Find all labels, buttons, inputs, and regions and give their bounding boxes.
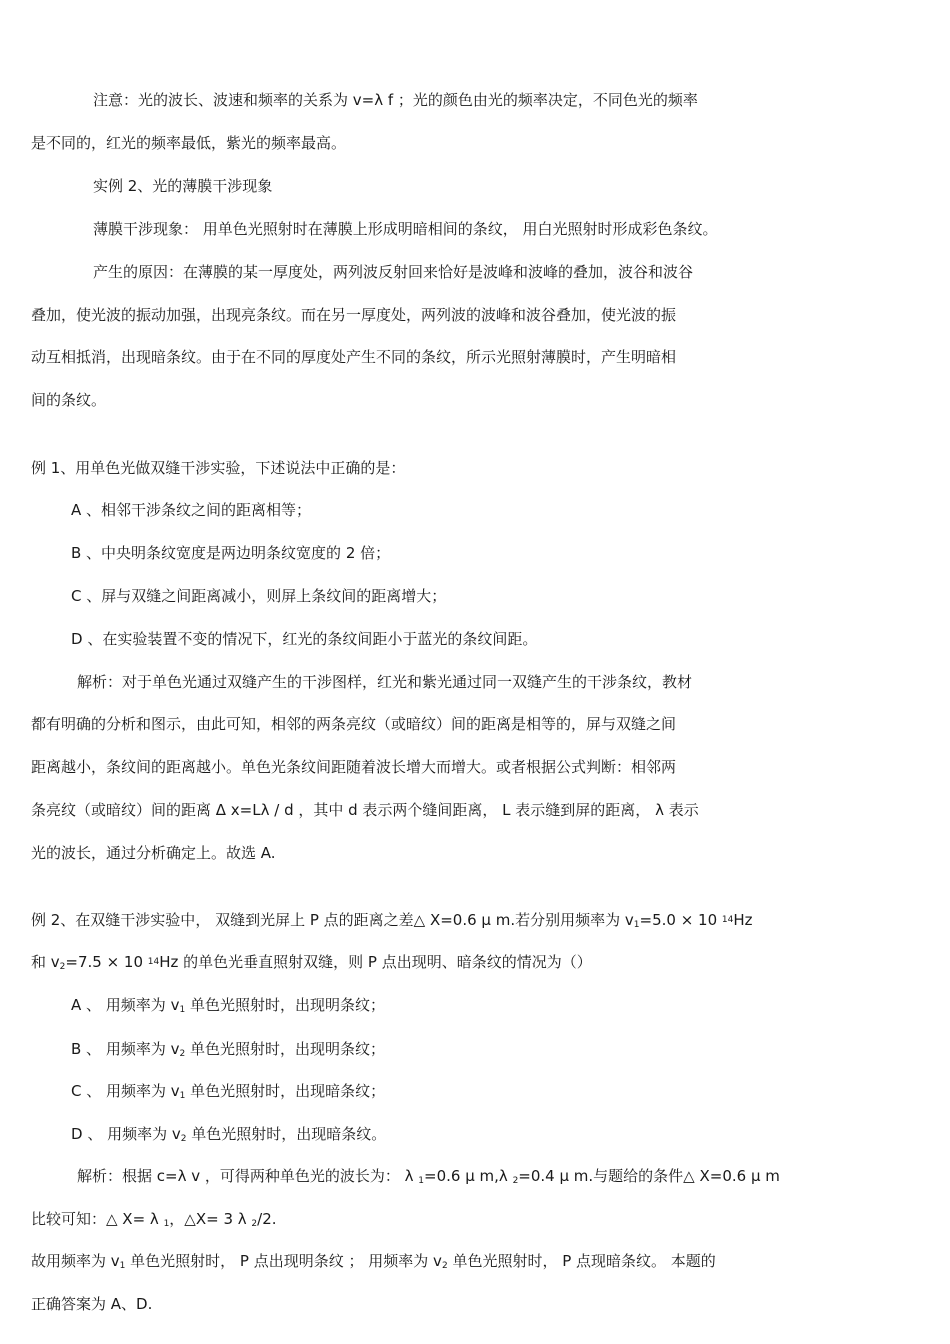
text-segment: 单色光照射时， P 点出现明条纹 ； 用频率为 v: [125, 1252, 442, 1270]
intro-note-line-1: 注意：光的波长、波速和频率的关系为 v=λ f ；光的颜色由光的频率决定，不同色光的频率: [93, 91, 698, 109]
superscript: 14: [721, 915, 734, 925]
example2-option-d: [71, 1124, 386, 1147]
example1-analysis-line-5: 光的波长，通过分析确定上。故选 A.: [31, 844, 276, 862]
text-segment: Hz: [733, 911, 753, 929]
film-definition: 薄膜干涉现象： 用单色光照射时在薄膜上形成明暗相间的条纹， 用白光照射时形成彩色条纹。: [93, 220, 718, 238]
cause-line-4: 间的条纹。: [31, 391, 107, 409]
example1-question: 例 1、用单色光做双缝干涉实验，下述说法中正确的是：: [31, 459, 406, 477]
cause-line-3: 动互相抵消，出现暗条纹。由于在不同的厚度处产生不同的条纹，所示光照射薄膜时，产生明暗相: [31, 348, 677, 366]
example1-analysis-line-4: 条亮纹（或暗纹）间的距离 Δ x=Lλ / d ，其中 d 表示两个缝间距离， L 表示缝到屏的距离， λ 表示: [31, 801, 699, 819]
text-segment: 单色光照射时，出现暗条纹。: [186, 1125, 387, 1143]
subscript: 2: [251, 1219, 258, 1229]
cause-line-2: 叠加，使光波的振动加强，出现亮条纹。而在另一厚度处，两列波的波峰和波谷叠加，使光波的振: [31, 306, 677, 324]
text-segment: A 、 用频率为 v: [71, 996, 180, 1014]
cause-line-1: 产生的原因：在薄膜的某一厚度处，两列波反射回来恰好是波峰和波峰的叠加，波谷和波谷: [93, 263, 694, 281]
subscript: 1: [179, 1091, 186, 1101]
subscript: 1: [163, 1219, 170, 1229]
example1-option-a: A 、相邻干涉条纹之间的距离相等；: [71, 501, 312, 519]
text-segment: 故用频率为 v: [31, 1252, 120, 1270]
text-segment: Hz 的单色光垂直照射双缝，则 P 点出现明、暗条纹的情况为（）: [159, 953, 592, 971]
text-segment: 例 2、在双缝干涉实验中， 双缝到光屏上 P 点的距离之差△ X=0.6 μ m.若分别用频率为 v: [31, 911, 634, 929]
example1-option-d: D 、在实验装置不变的情况下，红光的条纹间距小于蓝光的条纹间距。: [71, 630, 538, 648]
text-segment: 单色光照射时， P 点现暗条纹。 本题的: [447, 1252, 716, 1270]
text-segment: 解析：根据 c=λ v ，可得两种单色光的波长为： λ: [77, 1167, 419, 1185]
subscript: 2: [179, 1049, 186, 1059]
subscript: 2: [441, 1261, 448, 1271]
text-segment: 单色光照射时，出现明条纹；: [185, 996, 385, 1014]
text-segment: C 、 用频率为 v: [71, 1082, 180, 1100]
subscript: 2: [59, 962, 66, 972]
example2-option-b: [71, 1039, 385, 1062]
subscript: 1: [633, 920, 640, 930]
subscript: 1: [418, 1176, 425, 1186]
subscript: 2: [180, 1134, 187, 1144]
subscript: 1: [119, 1261, 126, 1271]
text-segment: =0.4 μ m.与题给的条件△ X=0.6 μ m: [518, 1167, 780, 1185]
text-segment: =7.5 × 10: [65, 953, 148, 971]
example2-analysis-line-1: [77, 1166, 780, 1189]
example2-option-a: [71, 995, 385, 1018]
example2-answer: 正确答案为 A、D.: [31, 1295, 153, 1313]
example1-analysis-line-2: 都有明确的分析和图示，由此可知，相邻的两条亮纹（或暗纹）间的距离是相等的，屏与双缝之间: [31, 715, 677, 733]
text-segment: 单色光照射时，出现暗条纹；: [185, 1082, 386, 1100]
example2-question-line-2: [31, 952, 592, 975]
example1-option-b: B 、中央明条纹宽度是两边明条纹宽度的 2 倍；: [71, 544, 391, 562]
text-segment: /2.: [257, 1210, 277, 1228]
example2-question-line-1: [31, 910, 753, 933]
example1-analysis-line-1: 解析：对于单色光通过双缝产生的干涉图样，红光和紫光通过同一双缝产生的干涉条纹，教材: [77, 673, 693, 691]
example2-option-c: [71, 1081, 385, 1104]
text-segment: D 、 用频率为 v: [71, 1125, 181, 1143]
text-segment: B 、 用频率为 v: [71, 1040, 180, 1058]
text-segment: 和 v: [31, 953, 60, 971]
text-segment: 比较可知：△ X= λ: [31, 1210, 164, 1228]
example2-analysis-line-3: [31, 1251, 716, 1274]
example1-option-c: C 、屏与双缝之间距离减小，则屏上条纹间的距离增大；: [71, 587, 447, 605]
subscript: 2: [512, 1176, 519, 1186]
text-segment: ，△X= 3 λ: [169, 1210, 252, 1228]
intro-note-line-2: 是不同的，红光的频率最低，紫光的频率最高。: [31, 134, 347, 152]
example2-analysis-line-2: [31, 1209, 277, 1232]
example1-analysis-line-3: 距离越小，条纹间的距离越小。单色光条纹间距随着波长增大而增大。或者根据公式判断：相邻两: [31, 758, 677, 776]
subscript: 1: [179, 1005, 186, 1015]
case-title: 实例 2、光的薄膜干涉现象: [93, 177, 273, 195]
text-segment: 单色光照射时，出现明条纹；: [185, 1040, 385, 1058]
text-segment: =5.0 × 10: [639, 911, 722, 929]
superscript: 14: [147, 957, 160, 967]
text-segment: =0.6 μ m,λ: [424, 1167, 513, 1185]
